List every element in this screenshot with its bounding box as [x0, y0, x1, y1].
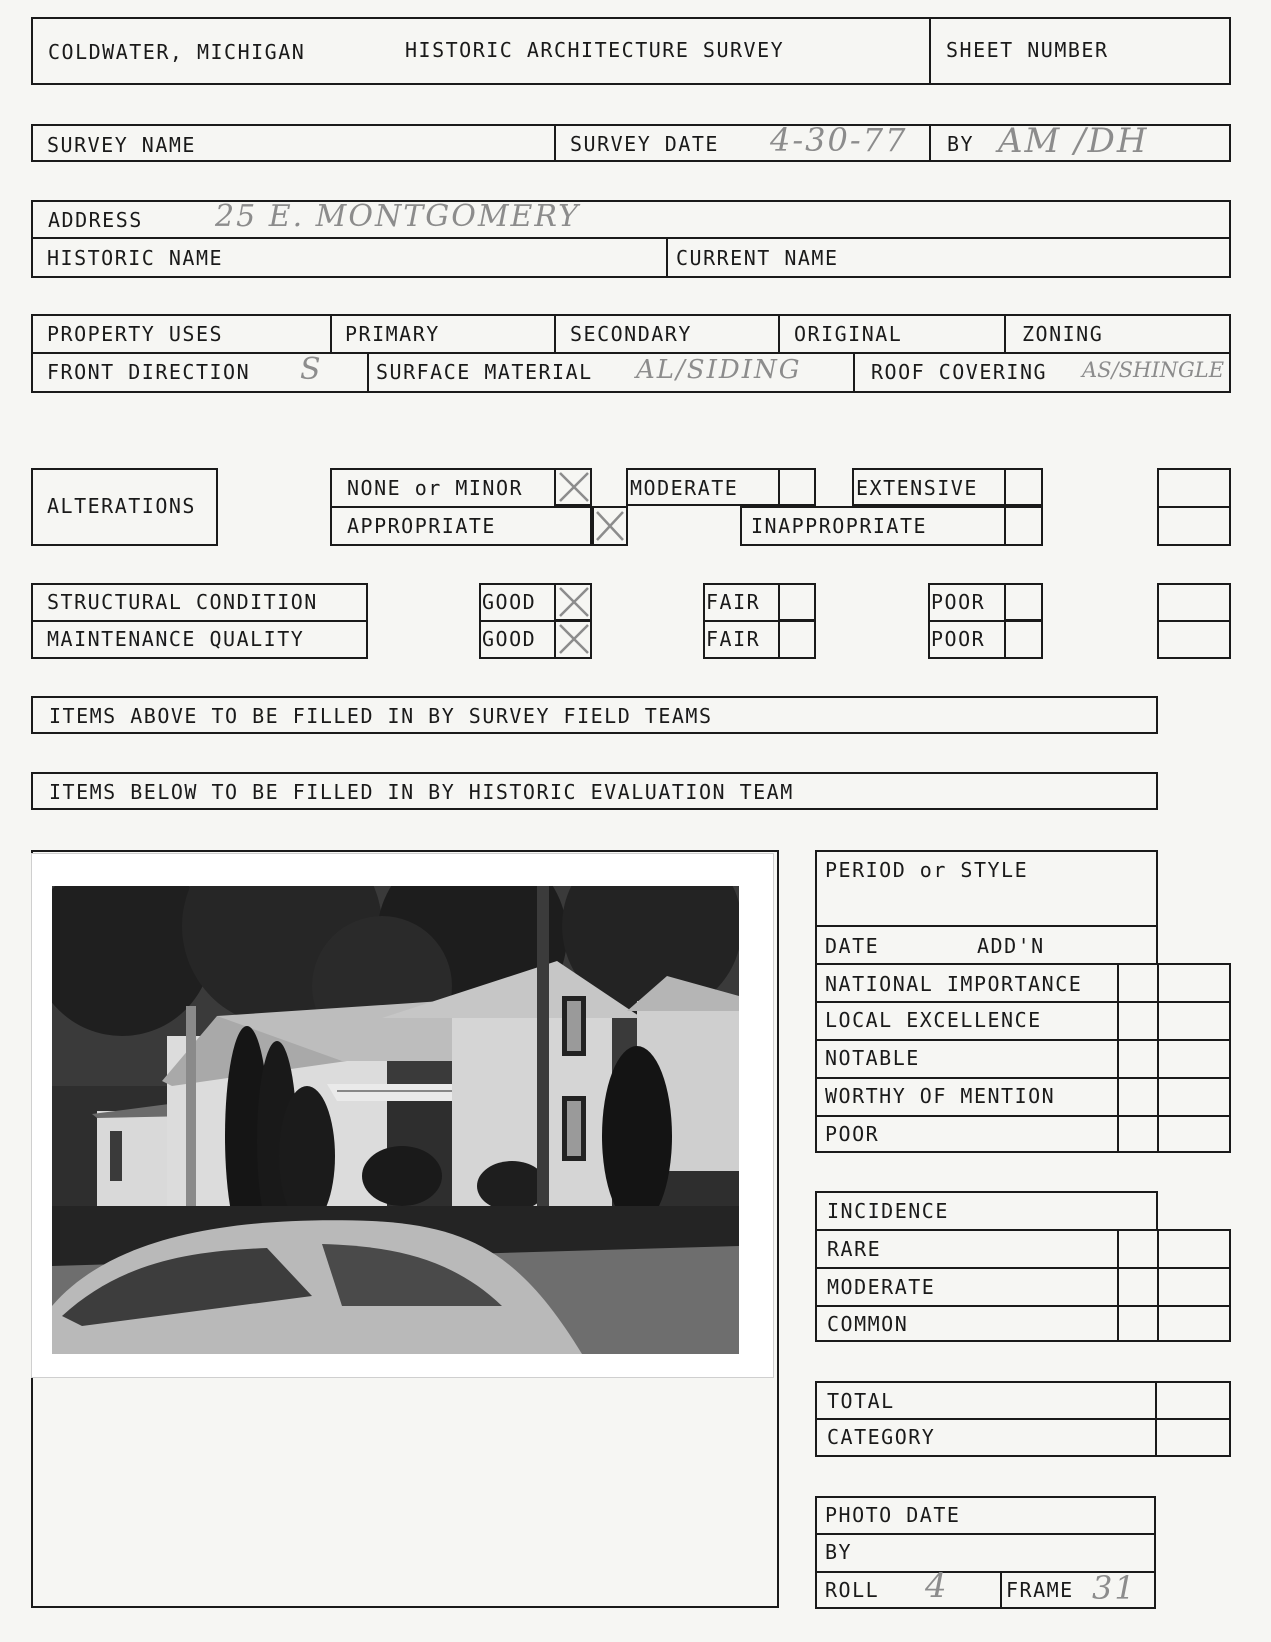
property-col-4 [1004, 314, 1006, 352]
importance-row-1 [815, 1001, 1231, 1003]
national-importance-label: NATIONAL IMPORTANCE [825, 972, 1083, 996]
alterations-left-divider [330, 506, 592, 508]
sheet-number-label: SHEET NUMBER [946, 38, 1109, 62]
evaluation-poor-label: POOR [825, 1122, 880, 1146]
incidence-row-1 [815, 1267, 1231, 1269]
extensive-label: EXTENSIVE [856, 476, 978, 500]
incidence-col-1 [1117, 1229, 1119, 1342]
importance-col-1 [1117, 963, 1119, 1153]
property-col-2 [554, 314, 556, 352]
structural-poor-checkbox[interactable] [1004, 583, 1043, 621]
period-divider [815, 925, 1158, 927]
structural-good-label: GOOD [482, 590, 537, 614]
front-direction-label: FRONT DIRECTION [47, 360, 251, 384]
survey-divider-1 [554, 124, 556, 162]
importance-row-2 [815, 1039, 1231, 1041]
incidence-label: INCIDENCE [827, 1199, 949, 1223]
structural-condition-label: STRUCTURAL CONDITION [47, 590, 318, 614]
maintenance-poor-checkbox[interactable] [1004, 620, 1043, 659]
structural-good-x-mark [557, 585, 591, 619]
importance-row-4 [815, 1115, 1231, 1117]
roof-covering-label: ROOF COVERING [871, 360, 1048, 384]
importance-col-2 [1157, 963, 1159, 1153]
photo-info-row-1 [815, 1533, 1156, 1535]
maintenance-good-label: GOOD [482, 627, 537, 651]
secondary-label: SECONDARY [570, 322, 692, 346]
name-divider [666, 237, 668, 278]
property-col-6 [853, 352, 855, 393]
primary-label: PRIMARY [345, 322, 440, 346]
moderate-checkbox[interactable] [778, 468, 816, 506]
appropriate-label: APPROPRIATE [347, 514, 496, 538]
property-uses-label: PROPERTY USES [47, 322, 224, 346]
evaluation-date-label: DATE [825, 934, 880, 958]
condition-label-divider [31, 620, 368, 622]
historic-name-label: HISTORIC NAME [47, 246, 224, 270]
survey-date-value[interactable]: 4-30-77 [770, 121, 908, 159]
property-col-3 [778, 314, 780, 352]
evaluation-team-note: ITEMS BELOW TO BE FILLED IN BY HISTORIC EVALUATION TEAM [49, 780, 794, 804]
header-city: COLDWATER, MICHIGAN [48, 40, 306, 64]
property-col-1 [330, 314, 332, 352]
header-title: HISTORIC ARCHITECTURE SURVEY [405, 38, 785, 62]
photo-by-label: BY [825, 1540, 853, 1564]
none-minor-x-mark [557, 470, 591, 504]
survey-by-value[interactable]: AM /DH [998, 121, 1149, 161]
property-col-5 [367, 352, 369, 393]
photo-info-col [1000, 1571, 1002, 1609]
none-minor-label: NONE or MINOR [347, 476, 524, 500]
category-label: CATEGORY [827, 1425, 936, 1449]
frame-label: FRAME [1006, 1578, 1074, 1602]
incidence-moderate-label: MODERATE [827, 1275, 936, 1299]
maintenance-quality-label: MAINTENANCE QUALITY [47, 627, 305, 651]
surface-material-label: SURFACE MATERIAL [376, 360, 593, 384]
appropriate-x-mark [594, 509, 626, 543]
inappropriate-label: INAPPROPRIATE [751, 514, 928, 538]
maintenance-fair-label: FAIR [706, 627, 761, 651]
original-label: ORIGINAL [794, 322, 903, 346]
address-label: ADDRESS [48, 208, 143, 232]
surface-material-value[interactable]: AL/SIDING [636, 355, 802, 385]
property-divider [31, 352, 1231, 354]
local-excellence-label: LOCAL EXCELLENCE [825, 1008, 1042, 1032]
house-photograph [52, 886, 739, 1354]
address-value[interactable]: 25 E. MONTGOMERY [215, 199, 580, 234]
frame-value[interactable]: 31 [1092, 1569, 1137, 1607]
incidence-row-2 [815, 1305, 1231, 1307]
totals-row [815, 1418, 1231, 1420]
survey-by-label: BY [947, 132, 975, 156]
field-teams-note: ITEMS ABOVE TO BE FILLED IN BY SURVEY FIELD TEAMS [49, 704, 713, 728]
roll-label: ROLL [825, 1578, 880, 1602]
addn-label: ADD'N [977, 934, 1045, 958]
period-style-label: PERIOD or STYLE [825, 858, 1029, 882]
moderate-label: MODERATE [630, 476, 739, 500]
survey-divider-2 [929, 124, 931, 162]
common-label: COMMON [827, 1312, 909, 1336]
importance-row-3 [815, 1077, 1231, 1079]
maintenance-poor-label: POOR [931, 627, 986, 651]
condition-score-divider [1157, 620, 1231, 622]
notable-label: NOTABLE [825, 1046, 920, 1070]
survey-name-label: SURVEY NAME [47, 133, 196, 157]
incidence-col-2 [1157, 1229, 1159, 1342]
rare-label: RARE [827, 1237, 882, 1261]
survey-date-label: SURVEY DATE [570, 132, 719, 156]
alterations-score-divider [1157, 506, 1231, 508]
maintenance-good-x-mark [557, 622, 591, 656]
alterations-label: ALTERATIONS [47, 494, 196, 518]
address-divider [31, 237, 1231, 239]
roof-covering-value[interactable]: AS/SHINGLE [1082, 358, 1225, 382]
front-direction-value[interactable]: S [300, 352, 323, 387]
structural-poor-label: POOR [931, 590, 986, 614]
maintenance-fair-checkbox[interactable] [778, 620, 816, 659]
header-divider [929, 17, 931, 85]
photo-date-label: PHOTO DATE [825, 1503, 961, 1527]
structural-fair-checkbox[interactable] [778, 583, 816, 621]
roll-value[interactable]: 4 [925, 1566, 949, 1606]
extensive-checkbox[interactable] [1004, 468, 1043, 506]
worthy-of-mention-label: WORTHY OF MENTION [825, 1084, 1056, 1108]
structural-fair-label: FAIR [706, 590, 761, 614]
zoning-label: ZONING [1022, 322, 1104, 346]
current-name-label: CURRENT NAME [676, 246, 839, 270]
total-label: TOTAL [827, 1389, 895, 1413]
inappropriate-checkbox[interactable] [1004, 506, 1043, 546]
